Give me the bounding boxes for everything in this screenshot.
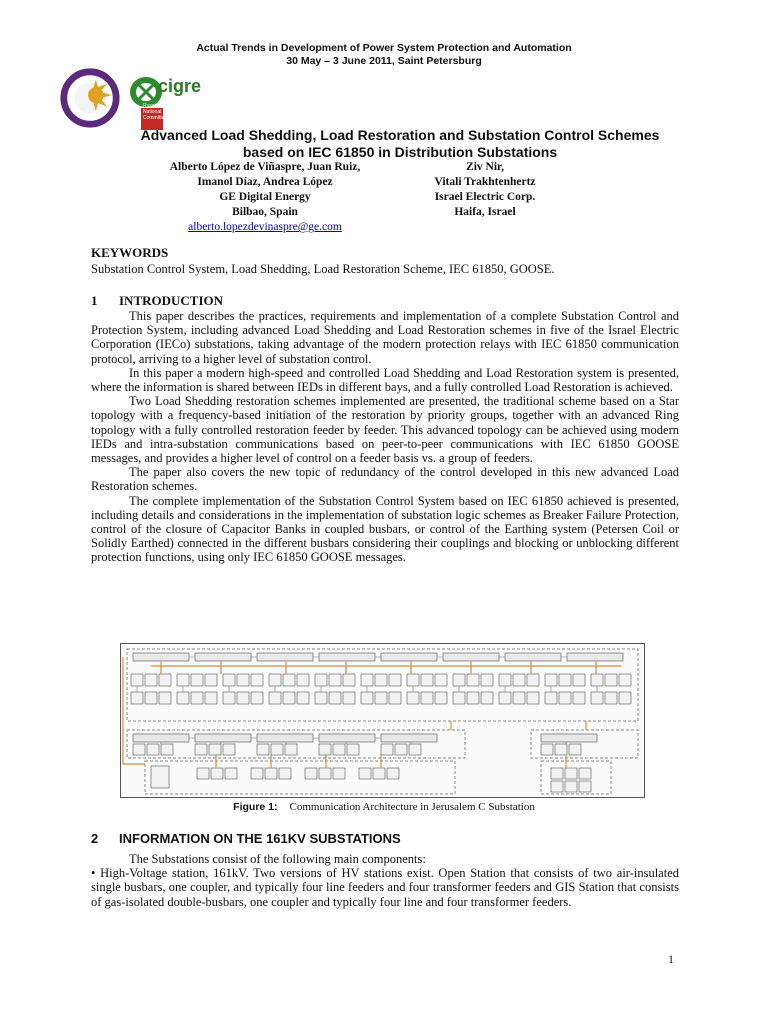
section-number: 2 [91, 831, 99, 846]
figure-label: Figure 1: [233, 801, 278, 813]
section-title: INFORMATION ON THE 161KV SUBSTATIONS [119, 831, 401, 846]
keywords-heading: KEYWORDS [91, 245, 169, 260]
paragraph: The paper also covers the new topic of redundancy of the control developed in this new advanced Load Restoration schemes. [91, 465, 679, 494]
introduction-body [91, 309, 679, 565]
section-title: INTRODUCTION [119, 293, 224, 308]
author-email-link[interactable]: alberto.lopezdevinaspre@ge.com [188, 221, 342, 233]
author-names-1: Alberto López de Viñaspre, Juan Ruiz, [169, 161, 361, 173]
section-number: 1 [91, 293, 98, 308]
paragraph: The Substations consist of the following main components: [129, 852, 426, 866]
figure-1-caption [0, 801, 768, 813]
author-org: Israel Electric Corp. [434, 191, 536, 203]
cigre-wordmark: cigre [158, 76, 202, 96]
author-org: GE Digital Energy [219, 191, 311, 203]
author-names-2: Vitali Trakhtenhertz [434, 176, 536, 188]
paragraph: The complete implementation of the Substation Control System based on IEC 61850 achieved is presented, including details and considerations in the implementation of substation logic schemes as Breaker Failure Protection, control of the closure of Capacitor Banks in coupled busbars, or control of the Earthing system (Petersen Coil or Solidly Earthed) connected in the different busbars considering their couplings and blocking or unblocking different protection functions, using only IEC 61850 GOOSE messages. [91, 493, 679, 565]
paper-title [80, 127, 720, 161]
page-number: 1 [668, 952, 674, 966]
figure-caption-text: Communication Architecture in Jerusalem C Substation [289, 801, 535, 813]
conference-header [0, 42, 768, 68]
cigre-subtext: Russian National Committee [143, 103, 168, 121]
figure-1-diagram [120, 643, 645, 798]
author-names-1: Ziv Nir, [466, 161, 504, 173]
section-2-heading [91, 831, 401, 846]
keywords-text: Substation Control System, Load Shedding, Load Restoration Scheme, IEC 61850, GOOSE. [91, 262, 555, 276]
network-architecture-diagram [121, 644, 644, 797]
section-1-heading [91, 293, 223, 309]
conference-logo-icon [58, 66, 122, 130]
authors-left [150, 160, 380, 235]
paragraph: Two Load Shedding restoration schemes implemented are presented, the traditional scheme based on a Star topology with a frequency-based initiation of the restoration by priority groups, together with an advanced Ring topology with a fully controlled restoration feeder by feeder. This advanced topology can be achieved using modern IEDs and intra-substation communications based on peer-to-peer communications with IEC 61850 GOOSE messages, and provides a higher level of control on a feeder basis vs. a group of feeders. [91, 394, 679, 466]
author-city: Bilbao, Spain [232, 206, 298, 218]
paragraph: This paper describes the practices, requirements and implementation of a complete Substation Control and Protection System, including advanced Load Shedding and Load Restoration schemes in five of the Israel Electric Corporation (IECo) substations, taking advantage of the modern protection relays with IEC 61850 communication protocol, arriving to a higher level of substation control. [91, 309, 679, 366]
title-line-2: based on IEC 61850 in Distribution Substations [242, 144, 558, 160]
conference-dates: 30 May – 3 June 2011, Saint Petersburg [286, 55, 482, 67]
title-line-1: Advanced Load Shedding, Load Restoration and Substation Control Schemes [140, 127, 660, 143]
bullet-item: • High-Voltage station, 161kV. Two versions of HV stations exist. Open Station that consists of two air-insulated single busbars, one coupler, and typically four line feeders and four transformer feeders and GIS Station that consists of gas-isolated double-busbars, one coupler and typically four line and four transformer feeders. [91, 866, 679, 909]
author-city: Haifa, Israel [454, 206, 516, 218]
paragraph: In this paper a modern high-speed and controlled Load Shedding and Load Restoration system is presented, where the information is shared between IEDs in different bays, and a fully controlled Load Restoration is achieved. [91, 365, 679, 395]
authors-right [390, 160, 580, 220]
section-2-body [91, 852, 679, 909]
conference-title: Actual Trends in Development of Power System Protection and Automation [196, 42, 572, 54]
author-names-2: Imanol Díaz, Andrea López [197, 176, 333, 188]
